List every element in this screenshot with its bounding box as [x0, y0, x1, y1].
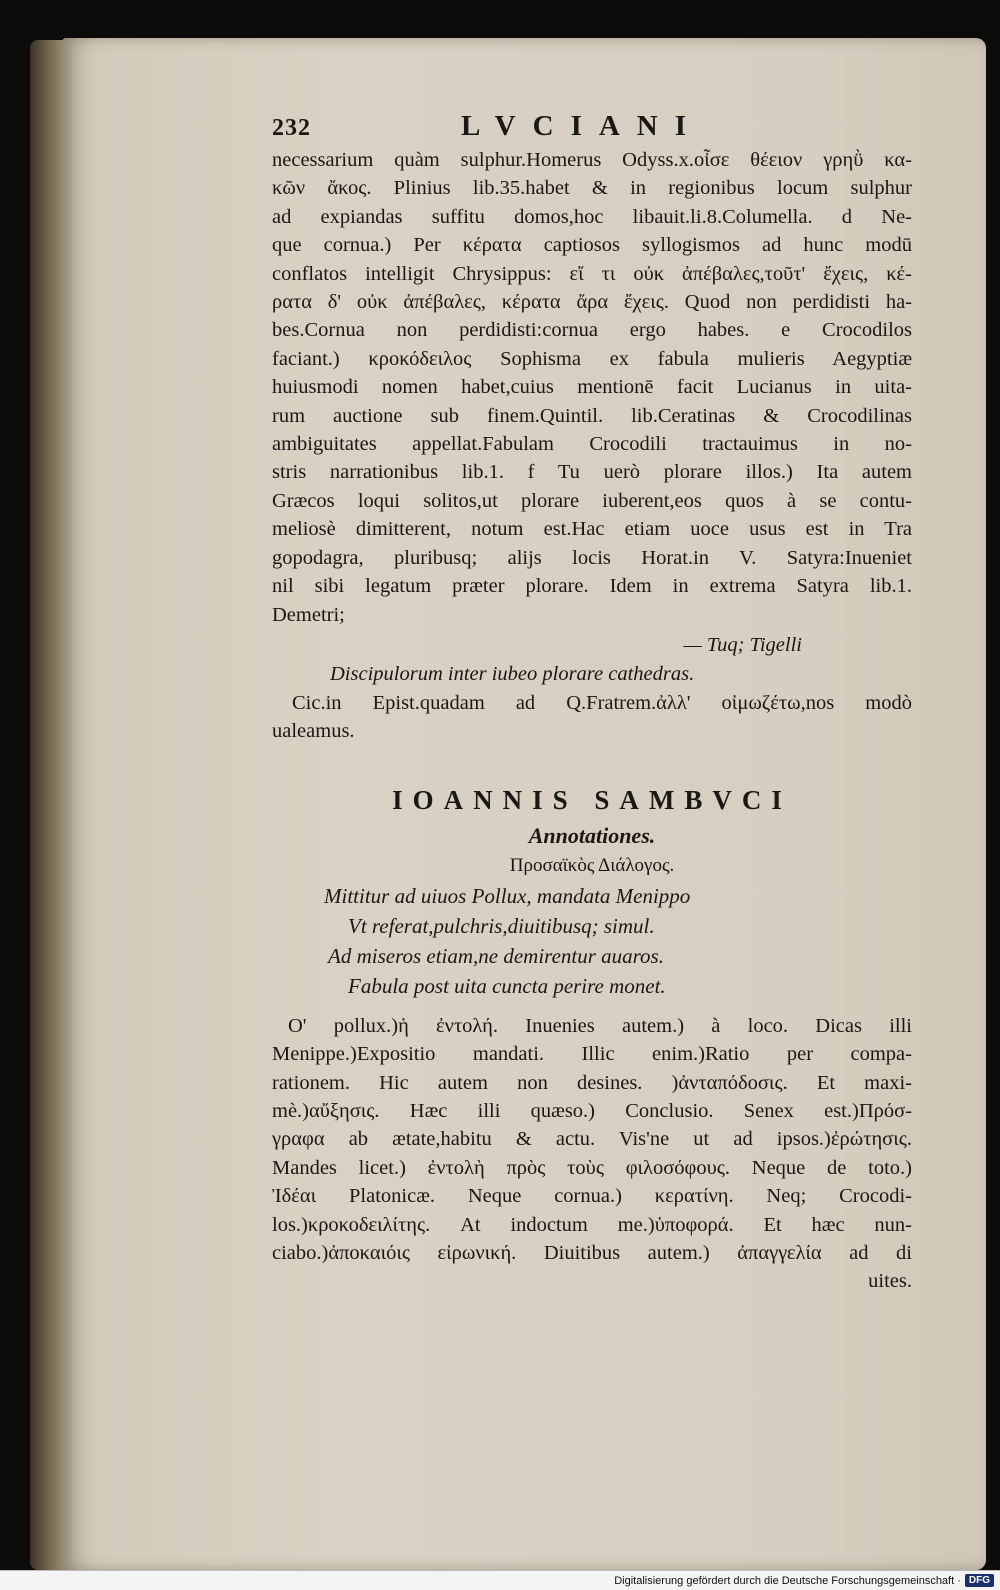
running-title: LVCIANI — [461, 110, 704, 142]
commentary-line: ρατα δ' οὐκ ἀπέβαλες, κέρατα ἄρα ἔχεις. Quod non perdidisti ha- — [272, 291, 912, 314]
cicero-line: ualeamus. — [272, 720, 355, 743]
note-line: Ἰδέαι Platonicæ. Neque cornua.) κερατίνη. Neq; Crocodi- — [272, 1185, 912, 1208]
verse-line: Ad miseros etiam,ne demirentur auaros. — [328, 943, 664, 968]
section-subheading: Annotationes. — [528, 822, 656, 848]
commentary-line: Græcos loqui solitos,ut plorare iuberent,eos quos à se contu- — [272, 489, 912, 512]
note-line: O' pollux.)ἡ ἐντολή. Inuenies autem.) à loco. Dicas illi — [288, 1014, 912, 1037]
note-line: los.)κροκοδειλίτης. At indoctum me.)ὑποφορά. Et hæc nun- — [272, 1213, 912, 1236]
horace-quote — [272, 631, 912, 689]
commentary-line: stris narrationibus lib.1. f Tu uerò plorare illos.) Ita autem — [272, 461, 912, 484]
page-content — [272, 112, 912, 1296]
commentary-line: Demetri; — [272, 603, 345, 626]
commentary-line: gopodagra, pluribusq; alijs locis Horat.in V. Satyra:Inueniet — [272, 546, 912, 569]
verse-line: Vt referat,pulchris,diuitibusq; simul. — [348, 913, 655, 938]
commentary-line: κῶν ἄκος. Plinius lib.35.habet & in regionibus locum sulphur — [272, 177, 912, 200]
commentary-line: bes.Cornua non perdidisti:cornua ergo habes. e Crocodilos — [272, 319, 912, 342]
dfg-logo: DFG — [965, 1574, 994, 1587]
commentary-line: conflatos intelligit Chrysippus: εἴ τι οὐκ ἀπέβαλες,τοῦτ' ἔχεις, κέ- — [272, 262, 912, 285]
annotation-notes — [272, 1012, 912, 1296]
note-line: Menippe.)Expositio mandati. Illic enim.)Ratio per compa- — [272, 1043, 912, 1066]
commentary-block — [272, 146, 912, 629]
section-heading: IOANNIS SAMBVCI — [392, 784, 792, 815]
note-line: rationem. Hic autem non desines. )ἀνταπόδοσις. Et maxi- — [272, 1071, 912, 1094]
commentary-line: faciant.) κροκόδειλος Sophisma ex fabula mulieris Aegyptiæ — [272, 347, 912, 370]
argument-verses — [272, 882, 912, 1002]
commentary-line: que cornua.) Per κέρατα captiosos syllogismos ad hunc modū — [272, 234, 912, 257]
cicero-line: Cic.in Epist.quadam ad Q.Fratrem.ἀλλ' οἰμωζέτω,nos modò — [292, 691, 912, 714]
commentary-line: huiusmodi nomen habet,cuius mentionē facit Lucianus in uita- — [272, 376, 912, 399]
quote-line: Discipulorum inter iubeo plorare cathedras. — [330, 662, 695, 685]
funding-credit: Digitalisierung gefördert durch die Deutsche Forschungsgemeinschaft · — [614, 1574, 961, 1587]
quote-line: — Tuq; Tigelli — [683, 633, 802, 656]
dialogue-title: Προσαϊκὸς Διάλογος. — [509, 854, 675, 876]
commentary-line: ad expiandas suffitu domos,hoc libauit.li.8.Columella. d Ne- — [272, 205, 912, 228]
commentary-line: rum auctione sub finem.Quintil. lib.Ceratinas & Crocodilinas — [272, 404, 912, 427]
verse-line: Fabula post uita cuncta perire monet. — [348, 973, 666, 998]
digitization-footer — [0, 1570, 1000, 1590]
note-line: Mandes licet.) ἐντολὴ πρὸς τοὺς φιλοσόφους. Neque de toto.) — [272, 1156, 912, 1179]
commentary-line: ambiguitates appellat.Fabulam Crocodili tractauimus in no- — [272, 433, 912, 456]
commentary-line: meliosè dimitterent, notum est.Hac etiam uoce usus est in Tra — [272, 518, 912, 541]
note-line: ciabo.)ἀποκαιόις εἰρωνική. Diuitibus autem.) ἀπαγγελία ad di — [272, 1241, 912, 1264]
commentary-line: necessarium quàm sulphur.Homerus Odyss.x.οἶσε θέειον γρηῢ κα- — [272, 149, 912, 171]
page-number: 232 — [272, 115, 311, 141]
commentary-line: nil sibi legatum præter plorare. Idem in extrema Satyra lib.1. — [272, 575, 912, 598]
cicero-paragraph — [272, 689, 912, 746]
note-line: γραφα ab ætate,habitu & actu. Vis'ne ut ad ipsos.)ἐρώτησις. — [272, 1128, 912, 1151]
verse-line: Mittitur ad uiuos Pollux, mandata Menippo — [324, 883, 691, 908]
running-header — [272, 112, 912, 146]
note-line: mè.)αὔξησις. Hæc illi quæso.) Conclusio. Senex est.)Πρόσ- — [272, 1099, 912, 1122]
note-end-word: uites. — [868, 1270, 912, 1293]
